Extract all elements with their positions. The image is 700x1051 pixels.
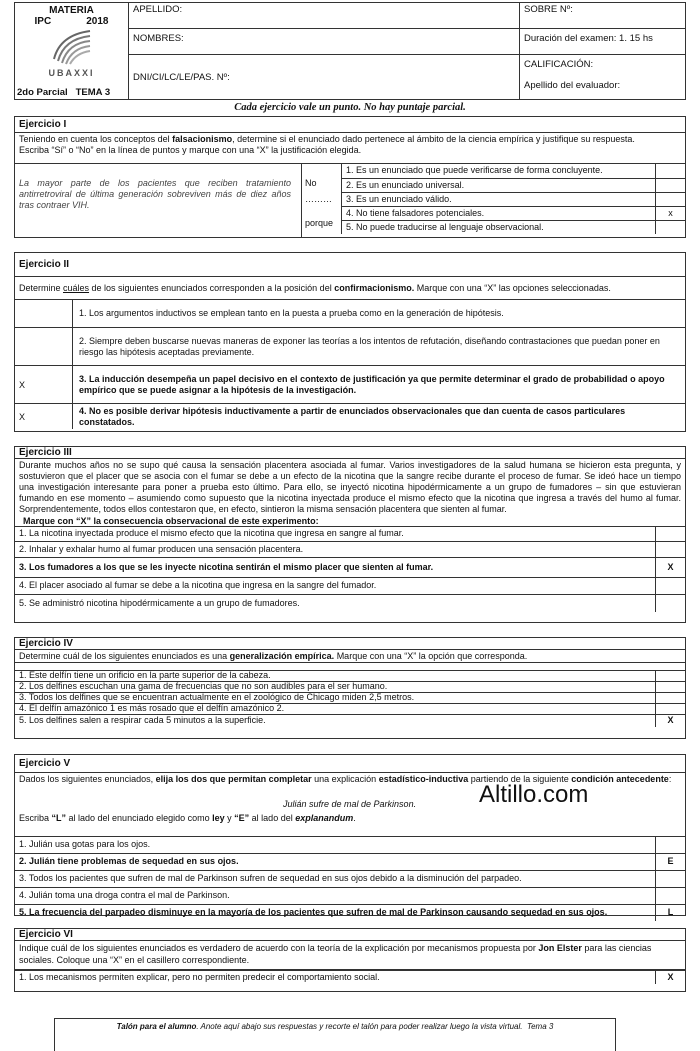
option-text: 5. Se administró nicotina hipodérmicamente a un grupo de fumadores. [19,598,300,608]
option-text: 4. No es posible derivar hipótesis inductivamente a partir de enunciados observacionales que dan cuenta de casos particulares constatados. [79,405,626,427]
year: 2018 [86,16,109,27]
option-row[interactable] [15,594,685,612]
justification-row[interactable] [342,192,685,206]
answer-value[interactable]: No [305,178,317,188]
subject-code: IPC [34,16,52,27]
apellido-field[interactable]: APELLIDO: [129,3,520,29]
answer-checkbox[interactable] [655,888,685,904]
justification-text: 5. No puede traducirse al lenguaje observacional. [346,222,544,232]
answer-checkbox[interactable]: X [655,971,685,984]
justification-text: 3. Es un enunciado válido. [346,194,452,204]
justification-checkbox[interactable] [655,179,685,192]
option-row[interactable] [15,670,685,681]
option-text: 1. La nicotina inyectada produce el mismo efecto que la nicotina que ingresa en sangre al fumar. [19,528,404,538]
exercise-instructions: Indique cuál de los siguientes enunciados es verdadero de acuerdo con la teoría de la explicación por mecanismos propuesta por Jon Elster para las ciencias sociales. Coloque una “X” en el casillero correspondiente. [15,940,685,967]
justification-text: 1. Es un enunciado que puede verificarse de forma concluyente. [346,165,603,175]
option-row[interactable] [15,904,685,921]
answer-dots: ……… [305,194,332,204]
antecedent-text: Julián sufre de mal de Parkinson. [283,799,417,809]
justification-text: 2. Es un enunciado universal. [346,180,465,190]
exercise-instructions: Dados los siguientes enunciados, elija los dos que permitan completar una explicación estadístico-inductiva partiendo de la siguiente condición antecedente: Julián sufre de mal de Parkinson. Altillo.com Escriba “L” al lado del enunciado elegido como ley y “E” al lado del explanandum. [15,772,685,836]
answer-checkbox[interactable] [655,682,685,692]
options-list [15,299,685,429]
exam-label: 2do Parcial TEMA 3 [17,87,111,98]
answer-checkbox[interactable]: L [655,905,685,921]
option-text: 3. Todos los delfines que se encuentran actualmente en el zoológico de Chicago miden 2,5 metros. [19,692,415,702]
option-row[interactable] [15,887,685,904]
option-text: 3. La inducción desempeña un papel decisivo en el contexto de justificación ya que permite determinar el grado de probabilidad o apoyo empírico que se puede asignar a la hipótesis de la investigación. [79,373,665,395]
exercise-instructions: Teniendo en cuenta los conceptos del falsacionismo, determine si el enunciado dado pertenece al ámbito de la ciencia empírica y justifique su respuesta. Escriba “Sí” o “No” en la línea de puntos y marque con una “X” la justificación elegida. [15,132,685,157]
options-list [15,526,685,612]
exercise-title: Ejercicio III [19,447,72,458]
justification-row[interactable] [342,164,685,178]
option-text: 4. El delfín amazónico 1 es más rosado que el delfín amazónico 2. [19,703,285,713]
option-text: 5. La frecuencia del parpadeo disminuye en la mayoría de los pacientes que sufren de mal de Parkinson causando sequedad en sus ojos. [19,907,608,917]
answer-checkbox[interactable]: X [15,366,73,403]
ubaxxi-logo-icon [50,29,94,65]
option-row[interactable] [15,577,685,594]
answer-checkbox[interactable] [15,300,73,327]
justification-checkbox[interactable]: x [655,207,685,220]
option-text: 3. Los fumadores a los que se les inyecte nicotina sentirán el mismo placer que sienten al fumar. [19,562,434,572]
answer-checkbox[interactable] [655,704,685,714]
option-row[interactable] [15,526,685,541]
exam-subtitle: Cada ejercicio vale un punto. No hay puntaje parcial. [234,102,466,113]
answer-checkbox[interactable] [655,595,685,612]
answer-checkbox[interactable] [655,527,685,541]
exercise-instructions: Determine cuáles de los siguientes enunciados corresponden a la posición del confirmacionismo. Marque con una “X” las opciones seleccionadas. [15,276,685,299]
answer-checkbox[interactable] [655,671,685,681]
exercise-title: Ejercicio I [19,119,67,130]
option-text: 1. Julián usa gotas para los ojos. [19,839,151,849]
option-row[interactable] [15,299,685,327]
justification-row[interactable] [342,206,685,220]
porque-label: porque [305,218,334,228]
option-row[interactable] [15,714,685,727]
justification-checkbox[interactable] [655,221,685,234]
option-text: 2. Siempre deben buscarse nuevas maneras de exponer las teorías a los intentos de refutación, diseñando contrastaciones que puedan poner en riesgo las hipótesis aceptadas previamente. [79,335,660,357]
option-row[interactable] [15,836,685,853]
option-text: 5. Los delfines salen a respirar cada 5 minutos a la superficie. [19,715,266,725]
exercise-title: Ejercicio V [19,758,71,769]
justification-row[interactable] [342,178,685,192]
exercise-4 [14,637,686,739]
option-text: 3. Todos los pacientes que sufren de mal de Parkinson sufren de sequedad en sus ojos debido a la disminución del parpadeo. [19,873,522,883]
exercise-text: Durante muchos años no se supo qué causa la sensación placentera asociada al fumar. Varios investigadores de la salud humana se hicieron esta pregunta, y sostuvieron que el placer que se asocia con el fumar se debe a un efecto de la nicotina que la sangre recibe durante el proceso de fumar. Se ideó hace un tiempo una investigación interesante para poner a prueba esto último. Para ello, se inyectó nicotina hipodérmicamente a un grupo de fumadores – sin que estuvieran fumando en ese momento – asumiendo como supuesto que la nicotina inyectada produce el mismo efecto que la nicotina que ingresa a través del humo al fumar. Sorprendentemente, todos ellos contestaron que, en efecto, sintieron la misma sensación placentera que sienten al fumar. [15,458,685,516]
answer-checkbox[interactable]: X [15,404,73,429]
exercise-6 [14,928,686,992]
logo-text: UBAXXI [48,68,95,78]
option-row[interactable] [15,327,685,365]
justification-list [341,164,685,234]
evaluador-label: Apellido del evaluador: [524,80,621,91]
option-row[interactable] [15,541,685,557]
header-table [14,2,686,100]
option-text: 4. El placer asociado al fumar se debe a la nicotina que ingresa en la sangre del fumador. [19,580,377,590]
materia-label: MATERIA [49,5,94,16]
option-text: 2. Julián tiene problemas de sequedad en sus ojos. [19,856,239,866]
answer-checkbox[interactable] [655,578,685,594]
answer-checkbox[interactable] [655,693,685,703]
option-row[interactable] [15,853,685,870]
sobre-field[interactable]: SOBRE Nº: [520,3,686,29]
answer-checkbox[interactable] [655,837,685,853]
exercise-2 [14,252,686,432]
calificacion-label: CALIFICACIÓN: [524,59,594,70]
logo-cell [15,3,129,100]
answer-checkbox[interactable]: X [655,715,685,727]
exercise-instructions: Determine cuál de los siguientes enunciados es una generalización empírica. Marque con una “X” la opción que corresponda. [15,649,685,662]
option-row[interactable] [15,970,685,984]
talon-box: Talón para el alumno. Anote aquí abajo sus respuestas y recorte el talón para poder realizar luego la vista virtual. Tema 3 [54,1018,616,1051]
nombres-field[interactable]: NOMBRES: [129,29,520,55]
option-row[interactable] [15,365,685,403]
answer-checkbox[interactable]: X [655,558,685,577]
option-text: 2. Los delfines escuchan una gama de frecuencias que no son audibles para el ser humano. [19,681,388,691]
justification-checkbox[interactable] [655,164,685,178]
option-text: 1. Los argumentos inductivos se emplean tanto en la puesta a prueba como en la generación de hipótesis. [79,308,504,318]
option-text: 1. Este delfín tiene un orificio en la parte superior de la cabeza. [19,670,271,680]
options-list [15,670,685,727]
option-text: 4. Julián toma una droga contra el mal de Parkinson. [19,890,230,900]
option-text: 1. Los mecanismos permiten explicar, pero no permiten predecir el comportamiento social. [19,972,380,982]
justification-checkbox[interactable] [655,193,685,206]
option-row[interactable] [15,681,685,692]
watermark: Altillo.com [479,781,589,808]
answer-checkbox[interactable] [655,871,685,887]
exercise-instructions: Marque con “X” la consecuencia observacional de este experimento: [23,516,319,526]
option-text: 2. Inhalar y exhalar humo al fumar producen una sensación placentera. [19,544,304,554]
option-row[interactable] [15,703,685,714]
exercise-title: Ejercicio VI [19,929,73,940]
dni-field[interactable]: DNI/CI/LC/LE/PAS. Nº: [129,55,520,100]
options-list [15,969,685,984]
option-row[interactable] [15,870,685,887]
option-row[interactable] [15,403,685,429]
exercise-1 [14,116,686,238]
answer-checkbox[interactable] [15,328,73,365]
option-row[interactable] [15,557,685,577]
option-row[interactable] [15,692,685,703]
exercise-title: Ejercicio II [19,259,70,270]
answer-checkbox[interactable] [655,542,685,557]
exercise-3 [14,446,686,623]
options-list [15,836,685,921]
exercise-5 [14,754,686,916]
justification-text: 4. No tiene falsadores potenciales. [346,208,485,218]
exercise-title: Ejercicio IV [19,638,73,649]
answer-checkbox[interactable]: E [655,854,685,870]
justification-row[interactable] [342,220,685,234]
statement-text: La mayor parte de los pacientes que reciben tratamiento antirretroviral de última generación sobreviven más de diez años tras contraer VIH. [19,178,291,210]
duracion-label: Duración del examen: 1. 15 hs [520,29,686,55]
